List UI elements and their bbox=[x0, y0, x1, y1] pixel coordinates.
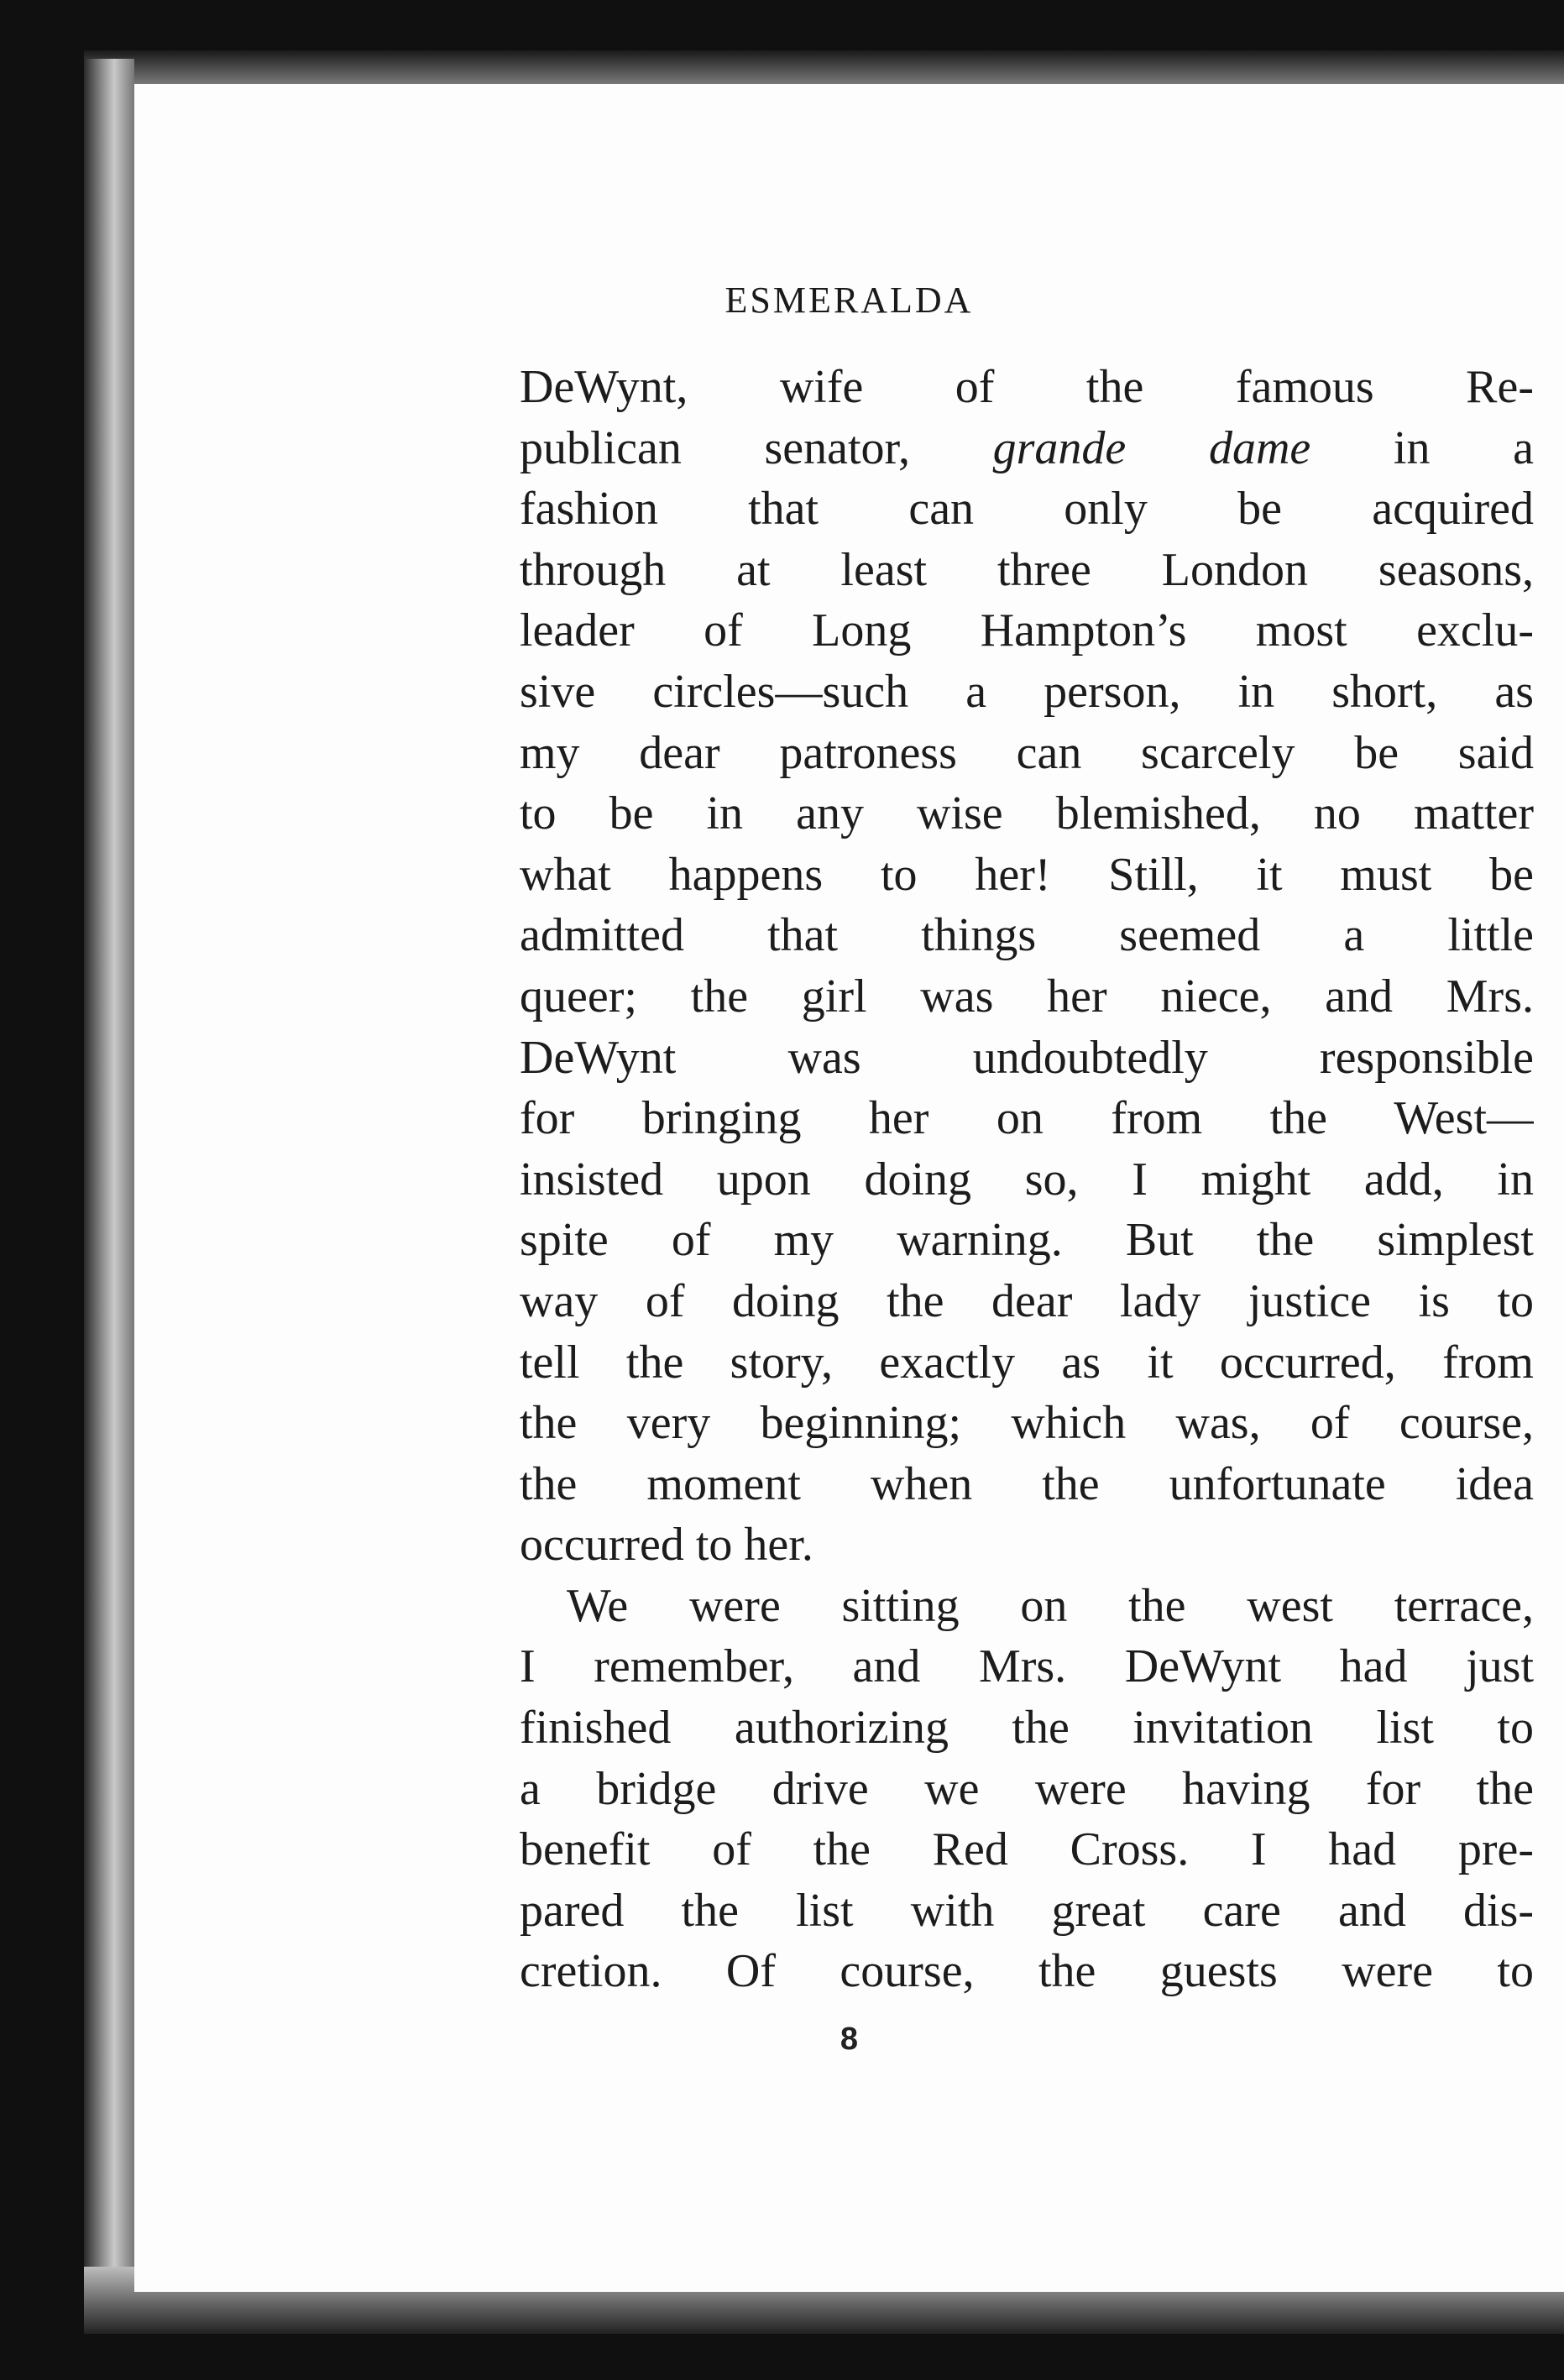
text-line: finished authorizing the invitation list to bbox=[520, 1702, 1534, 1755]
text-line: tell the story, exactly as it occurred, from bbox=[520, 1336, 1534, 1389]
text-line: for bringing her on from the West— bbox=[520, 1092, 1534, 1145]
text-line: I remember, and Mrs. DeWynt had just bbox=[520, 1640, 1534, 1693]
text-line: my dear patroness can scarcely be said bbox=[520, 726, 1534, 779]
text-line: cretion. Of course, the guests were to bbox=[520, 1945, 1534, 1998]
text-line: spite of my warning. But the simplest bbox=[520, 1214, 1534, 1267]
text-line: to be in any wise blemished, no matter bbox=[520, 787, 1534, 840]
text-segment: publican senator, bbox=[520, 421, 993, 474]
text-line: pared the list with great care and dis- bbox=[520, 1884, 1534, 1937]
text-line: the moment when the unfortunate idea bbox=[520, 1457, 1534, 1510]
text-line: what happens to her! Still, it must be bbox=[520, 848, 1534, 901]
text-line: insisted upon doing so, I might add, in bbox=[520, 1153, 1534, 1206]
text-line: DeWynt, wife of the famous Re- bbox=[520, 361, 1534, 413]
text-line: sive circles—such a person, in short, as bbox=[520, 665, 1534, 718]
text-line: admitted that things seemed a little bbox=[520, 909, 1534, 962]
body-text bbox=[520, 357, 1534, 2002]
text-line: fashion that can only be acquired bbox=[520, 483, 1534, 536]
text-line: DeWynt was undoubtedly responsible bbox=[520, 1031, 1534, 1084]
text-line: a bridge drive we were having for the bbox=[520, 1762, 1534, 1815]
page-number: 8 bbox=[840, 2022, 859, 2057]
book-binding-edge bbox=[84, 59, 134, 2325]
text-line: We were sitting on the west terrace, bbox=[567, 1579, 1534, 1632]
text-line: queer; the girl was her niece, and Mrs. bbox=[520, 970, 1534, 1023]
text-line: occurred to her. bbox=[520, 1519, 813, 1572]
page-sheet bbox=[134, 84, 1564, 2292]
text-line bbox=[520, 418, 1534, 479]
text-line: leader of Long Hampton’s most exclu- bbox=[520, 604, 1534, 657]
running-head: ESMERALDA bbox=[724, 280, 974, 321]
text-line: the very beginning; which was, of course, bbox=[520, 1397, 1534, 1450]
text-line: benefit of the Red Cross. I had pre- bbox=[520, 1823, 1534, 1876]
text-line: way of doing the dear lady justice is to bbox=[520, 1274, 1534, 1327]
text-line: through at least three London seasons, bbox=[520, 543, 1534, 596]
italic-phrase: grande dame bbox=[992, 421, 1311, 474]
text-segment: in a bbox=[1310, 421, 1534, 474]
